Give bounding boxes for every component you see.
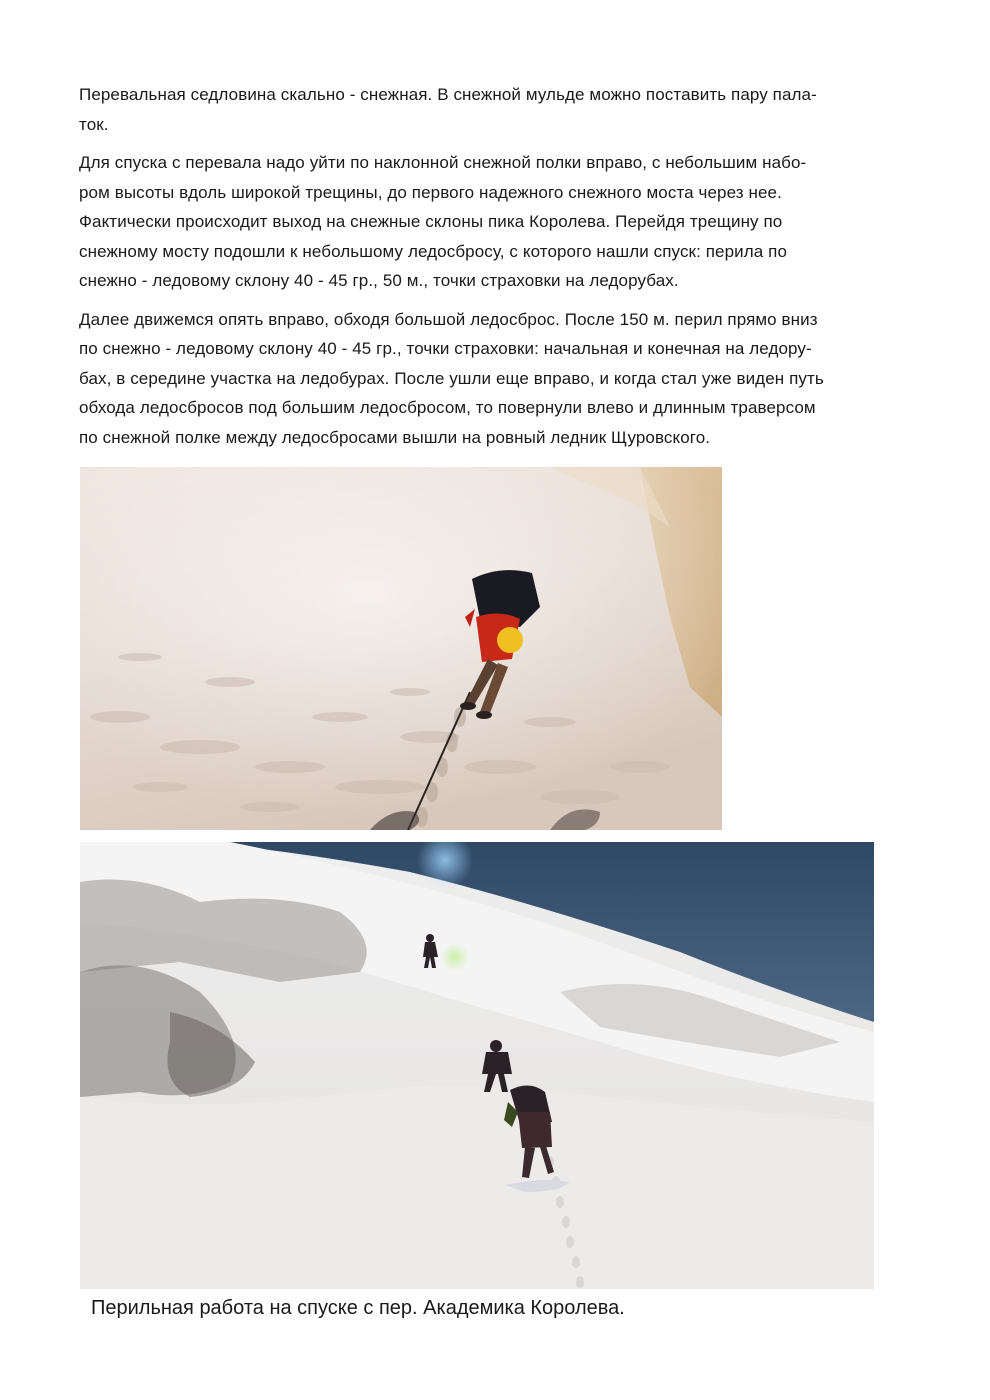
text-line: снежному мосту подошли к небольшому ледосбросу, с которого нашли спуск: перила по bbox=[79, 241, 787, 261]
text-line: снежно - ледовому склону 40 - 45 гр., 50 м., точки страховки на ледорубах. bbox=[79, 271, 679, 290]
text-line: Для спуска с перевала надо уйти по наклонной снежной полки вправо, с небольшим набо- bbox=[79, 153, 807, 172]
photo-climber-on-rope bbox=[80, 467, 722, 830]
paragraph-3 bbox=[79, 305, 879, 453]
text-line: бах, в середине участка на ледобурах. После ушли еще вправо, и когда стал уже виден путь bbox=[79, 368, 824, 388]
text-line: ток. bbox=[79, 114, 109, 134]
text-line: по снежной полке между ледосбросами вышли на ровный ледник Щуровского. bbox=[79, 427, 711, 447]
text-line: Далее движемся опять вправо, обходя большой ледосброс. После 150 м. перил прямо вниз bbox=[79, 309, 818, 329]
body-text bbox=[79, 80, 879, 461]
text-line: Перевальная седловина скально - снежная. В снежной мульде можно поставить пару пала- bbox=[79, 85, 817, 104]
text-line: по снежно - ледовому склону 40 - 45 гр., точки страховки: начальная и конечная на ледору- bbox=[79, 339, 812, 358]
text-line: Фактически происходит выход на снежные склоны пика Королева. Перейдя трещину по bbox=[79, 212, 783, 231]
photo-traverse-snow-slope bbox=[80, 842, 874, 1289]
paragraph-1 bbox=[79, 80, 879, 139]
text-line: ром высоты вдоль широкой трещины, до первого надежного снежного моста через нее. bbox=[79, 182, 782, 202]
text-line: обхода ледосбросов под большим ледосбросом, то повернули влево и длинным траверсом bbox=[79, 398, 816, 417]
photo-caption: Перильная работа на спуске с пер. Академика Королева. bbox=[91, 1297, 625, 1319]
paragraph-2 bbox=[79, 148, 879, 296]
